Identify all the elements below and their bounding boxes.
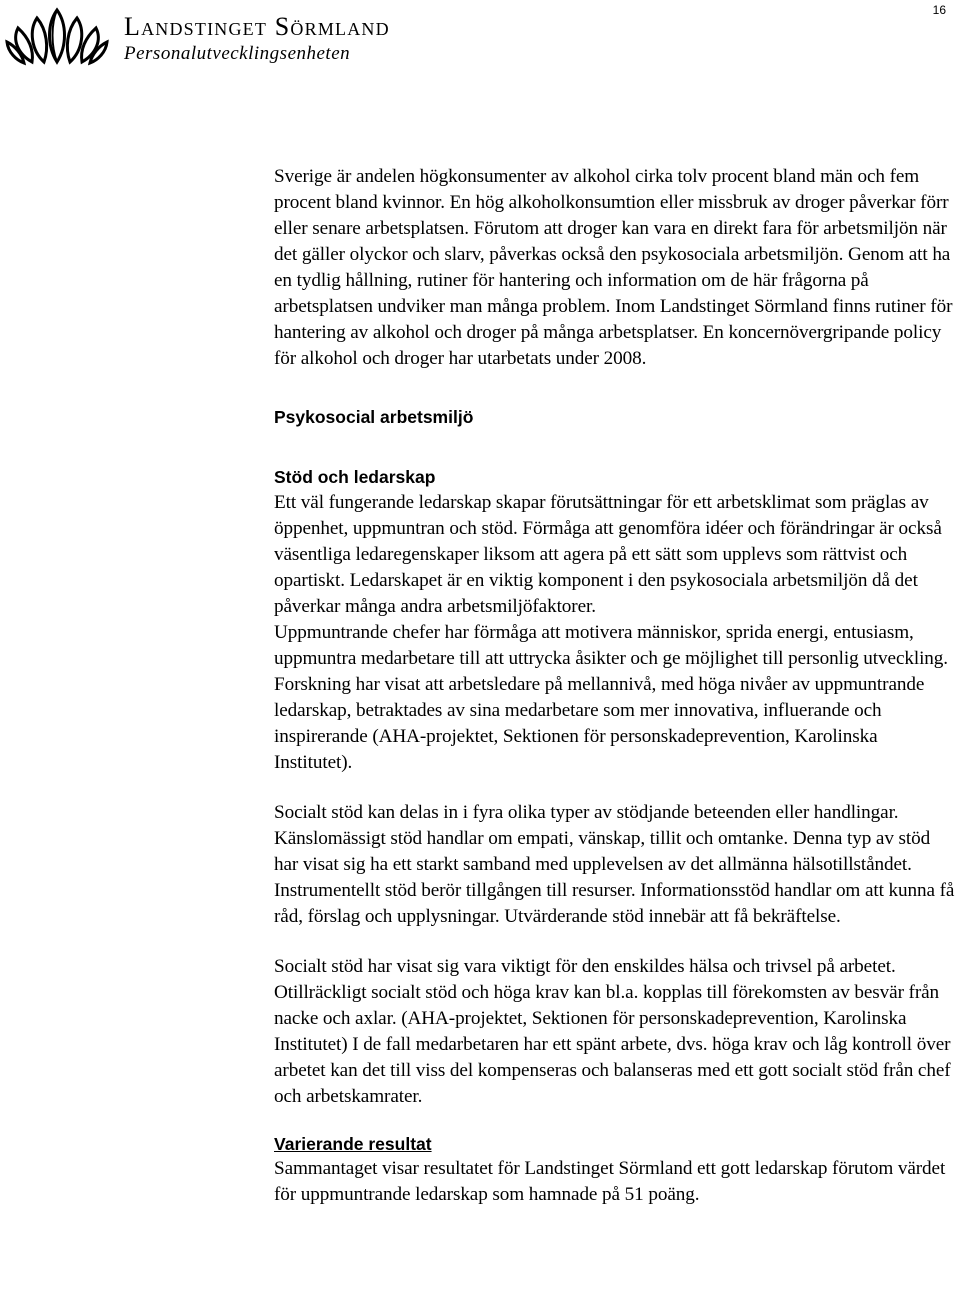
organization-unit: Personalutvecklingsenheten xyxy=(124,43,351,64)
results-paragraph: Sammantaget visar resultatet för Landstinget Sörmland ett gott ledarskap förutom värdet för uppmuntrande ledarskap som hamnade på 51 poäng. xyxy=(274,1158,946,1205)
leadership-paragraph: Ett väl fungerande ledarskap skapar förutsättningar för ett arbetsklimat som präglas av öppenhet, uppmuntran och stöd. Förmåga att genomföra idéer och förändringar är också väsentliga ledaregenskaper liksom att agera på ett sätt som upplevs som rättvist och opartiskt. Ledarskapet är en viktig komponent i den psykosociala arbetsmiljön då det påverkar många andra arbetsmiljöfaktorer. xyxy=(274,492,942,617)
page-header xyxy=(0,0,960,80)
document-body xyxy=(274,164,958,1208)
social-support-importance-paragraph: Socialt stöd har visat sig vara viktigt för den enskildes hälsa och trivsel på arbetet. Otillräckligt socialt stöd och höga krav kan bl.a. kopplas till förekomsten av besvär från nacke och axlar. (AHA-projektet, Sektionen för personskadeprevention, Karolinska Institutet) I de fall medarbetaren har ett spänt arbete, dvs. höga krav och låg kontroll över arbetet kan det till viss del kompenseras och balanseras med ett gott socialt stöd från chef och arbetskamrater. xyxy=(274,956,951,1107)
lotus-flower-icon xyxy=(4,4,110,66)
results-heading: Varierande resultat xyxy=(274,1134,432,1154)
page-number: 16 xyxy=(932,3,946,17)
intro-paragraph: Sverige är andelen högkonsumenter av alkohol cirka tolv procent bland män och fem procent bland kvinnor. En hög alkoholkonsumtion eller missbruk av droger påverkar förr eller senare arbetsplatsen. Förutom att droger kan vara en direkt fara för arbetsmiljön när det gäller olyckor och slarv, påverkas också den psykosociala arbetsmiljön. Genom att ha en tydlig hållning, rutiner för hantering och information om de här frågorna på arbetsplatsen undviker man många problem. Inom Landstinget Sörmland finns rutiner för hantering av alkohol och droger på många arbetsplatser. En koncernövergripande policy för alkohol och droger har utarbetats under 2008. xyxy=(274,166,953,369)
subsection-heading: Stöd och ledarskap xyxy=(274,467,436,487)
organization-name: Landstinget Sörmland xyxy=(124,12,390,41)
social-support-paragraph: Socialt stöd kan delas in i fyra olika typer av stödjande beteenden eller handlingar. Känslomässigt stöd handlar om empati, vänskap, tillit och omtanke. Denna typ av stöd har visat sig ha ett starkt samband med upplevelsen av det allmänna hälsotillståndet. Instrumentellt stöd berör tillgången till resurser. Informationsstöd handlar om att kunna få råd, förslag och upplysningar. Utvärderande stöd innebär att få bekräftelse. xyxy=(274,802,955,927)
section-heading: Psykosocial arbetsmiljö xyxy=(274,407,474,427)
encouraging-leadership-paragraph: Uppmuntrande chefer har förmåga att motivera människor, sprida energi, entusiasm, uppmuntra medarbetare till att uttrycka åsikter och ge möjlighet till personlig utveckling. Forskning har visat att arbetsledare på mellannivå, med höga nivåer av uppmuntrande ledarskap, betraktades av sina medarbetare som mer innovativa, influerande och inspirerande (AHA-projektet, Sektionen för personskadeprevention, Karolinska Institutet). xyxy=(274,622,948,773)
